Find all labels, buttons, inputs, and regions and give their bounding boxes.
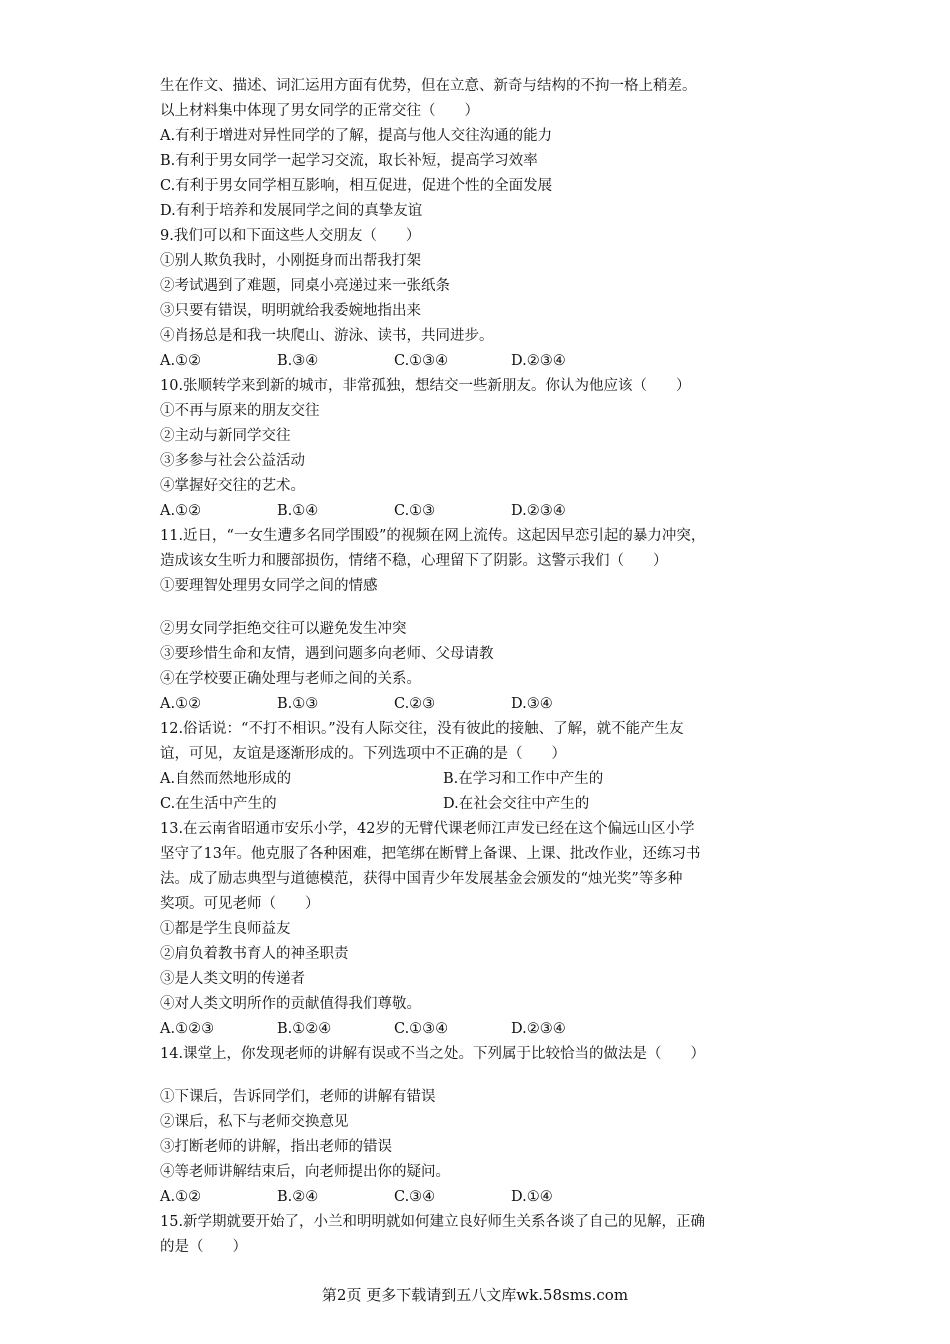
answer-option: C.②③ xyxy=(394,696,436,712)
answer-option: A.①②③ xyxy=(160,1021,215,1037)
answer-option: A.①② xyxy=(160,1189,202,1205)
text-line: 11.近日，“一女生遭多名同学围殴”的视频在网上流传。这起因早恋引起的暴力冲突， xyxy=(160,528,706,544)
text-line: D.有利于培养和发展同学之间的真挚友谊 xyxy=(160,203,423,219)
text-line: ④对人类文明所作的贡献值得我们尊敬。 xyxy=(160,996,421,1012)
text-line: ①下课后，告诉同学们，老师的讲解有错误 xyxy=(160,1089,436,1105)
text-line: ③是人类文明的传递者 xyxy=(160,971,305,987)
text-line: 谊，可见，友谊是逐渐形成的。下列选项中不正确的是（ ） xyxy=(160,746,566,762)
text-line: 9.我们可以和下面这些人交朋友（ ） xyxy=(160,228,421,244)
text-block-q14-items xyxy=(160,1085,800,1185)
text-line: ④掌握好交往的艺术。 xyxy=(160,478,305,494)
text-line: 法。成了励志典型与道德模范，获得中国青少年发展基金会颁发的“烛光奖”等多种 xyxy=(160,871,683,887)
answer-option: B.①②④ xyxy=(277,1021,332,1037)
answer-option: D.①④ xyxy=(511,1189,553,1205)
text-line: ④肖扬总是和我一块爬山、游泳、读书，共同进步。 xyxy=(160,328,494,344)
answer-option: A.自然而然地形成的 xyxy=(160,771,292,787)
text-line: 以上材料集中体现了男女同学的正常交往（ ） xyxy=(160,103,479,119)
answer-option: A.①② xyxy=(160,353,202,369)
text-block-q13 xyxy=(160,817,800,1017)
answer-option: D.②③④ xyxy=(511,1021,566,1037)
answer-option: B.在学习和工作中产生的 xyxy=(443,771,604,787)
answer-option: C.③④ xyxy=(394,1189,436,1205)
options-q11 xyxy=(160,692,800,717)
text-block-q11-part1 xyxy=(160,524,800,599)
text-line: 造成该女生听力和腰部损伤，情绪不稳，心理留下了阴影。这警示我们（ ） xyxy=(160,553,668,569)
answer-option: D.②③④ xyxy=(511,353,566,369)
options-q13 xyxy=(160,1017,800,1042)
options-q9 xyxy=(160,349,800,374)
options-q10 xyxy=(160,499,800,524)
blank-gap xyxy=(160,599,800,617)
text-line: ①都是学生良师益友 xyxy=(160,921,291,937)
text-line: C.有利于男女同学相互影响，相互促进，促进个性的全面发展 xyxy=(160,178,553,194)
page-footer: 第2页 更多下载请到五八文库wk.58sms.com xyxy=(321,1286,629,1304)
text-line: 的是（ ） xyxy=(160,1239,247,1255)
options-q14 xyxy=(160,1185,800,1210)
text-line: ②肩负着教书育人的神圣职责 xyxy=(160,946,349,962)
text-line: ②主动与新同学交往 xyxy=(160,428,291,444)
answer-option: B.①③ xyxy=(277,696,319,712)
text-line: ②课后，私下与老师交换意见 xyxy=(160,1114,349,1130)
text-block-q10 xyxy=(160,374,800,499)
options-q12-row2 xyxy=(160,792,800,817)
answer-option: B.③④ xyxy=(277,353,319,369)
blank-gap xyxy=(160,1067,800,1085)
answer-option: C.①③④ xyxy=(394,353,449,369)
text-block-q15 xyxy=(160,1210,800,1260)
text-line: ④等老师讲解结束后，向老师提出你的疑问。 xyxy=(160,1164,450,1180)
answer-option: B.①④ xyxy=(277,503,319,519)
text-line: ②考试遇到了难题，同桌小亮递过来一张纸条 xyxy=(160,278,450,294)
text-line: ③要珍惜生命和友情，遇到问题多向老师、父母请教 xyxy=(160,646,494,662)
answer-option: A.①② xyxy=(160,696,202,712)
answer-option: D.②③④ xyxy=(511,503,566,519)
text-block-q8 xyxy=(160,74,800,349)
answer-option: A.①② xyxy=(160,503,202,519)
text-line: ③打断老师的讲解，指出老师的错误 xyxy=(160,1139,392,1155)
text-block-q11-part2 xyxy=(160,617,800,692)
text-line: 10.张顺转学来到新的城市，非常孤独，想结交一些新朋友。你认为他应该（ ） xyxy=(160,378,691,394)
text-line: B.有利于男女同学一起学习交流，取长补短，提高学习效率 xyxy=(160,153,538,169)
answer-option: D.③④ xyxy=(511,696,553,712)
text-line: ③只要有错误，明明就给我委婉地指出来 xyxy=(160,303,421,319)
text-line: ②男女同学拒绝交往可以避免发生冲突 xyxy=(160,621,407,637)
text-line: ①不再与原来的朋友交往 xyxy=(160,403,320,419)
text-line: 12.俗话说：“不打不相识。”没有人际交往，没有彼此的接触、了解，就不能产生友 xyxy=(160,721,684,737)
answer-option: D.在社会交往中产生的 xyxy=(443,796,590,812)
text-line: 奖项。可见老师（ ） xyxy=(160,896,320,912)
text-line: ③多参与社会公益活动 xyxy=(160,453,305,469)
text-block-q14-question xyxy=(160,1042,800,1067)
text-line: 生在作文、描述、词汇运用方面有优势，但在立意、新奇与结构的不拘一格上稍差。 xyxy=(160,78,697,94)
answer-option: B.②④ xyxy=(277,1189,319,1205)
answer-option: C.在生活中产生的 xyxy=(160,796,277,812)
options-q12-row1 xyxy=(160,767,800,792)
text-line: 15.新学期就要开始了，小兰和明明就如何建立良好师生关系各谈了自己的见解，正确 xyxy=(160,1214,706,1230)
answer-option: C.①③ xyxy=(394,503,436,519)
text-line: 14.课堂上，你发现老师的讲解有误或不当之处。下列属于比较恰当的做法是（ ） xyxy=(160,1046,706,1062)
text-line: A.有利于增进对异性同学的了解，提高与他人交往沟通的能力 xyxy=(160,128,553,144)
text-line: ①要理智处理男女同学之间的情感 xyxy=(160,578,378,594)
text-line: 13.在云南省昭通市安乐小学，42岁的无臂代课老师江声发已经在这个偏远山区小学 xyxy=(160,821,695,837)
text-line: ①别人欺负我时，小刚挺身而出帮我打架 xyxy=(160,253,421,269)
text-block-q12 xyxy=(160,717,800,767)
text-line: ④在学校要正确处理与老师之间的关系。 xyxy=(160,671,421,687)
document-body xyxy=(160,74,800,1260)
answer-option: C.①③④ xyxy=(394,1021,449,1037)
text-line: 坚守了13年。他克服了各种困难，把笔绑在断臂上备课、上课、批改作业，还练习书 xyxy=(160,846,701,862)
